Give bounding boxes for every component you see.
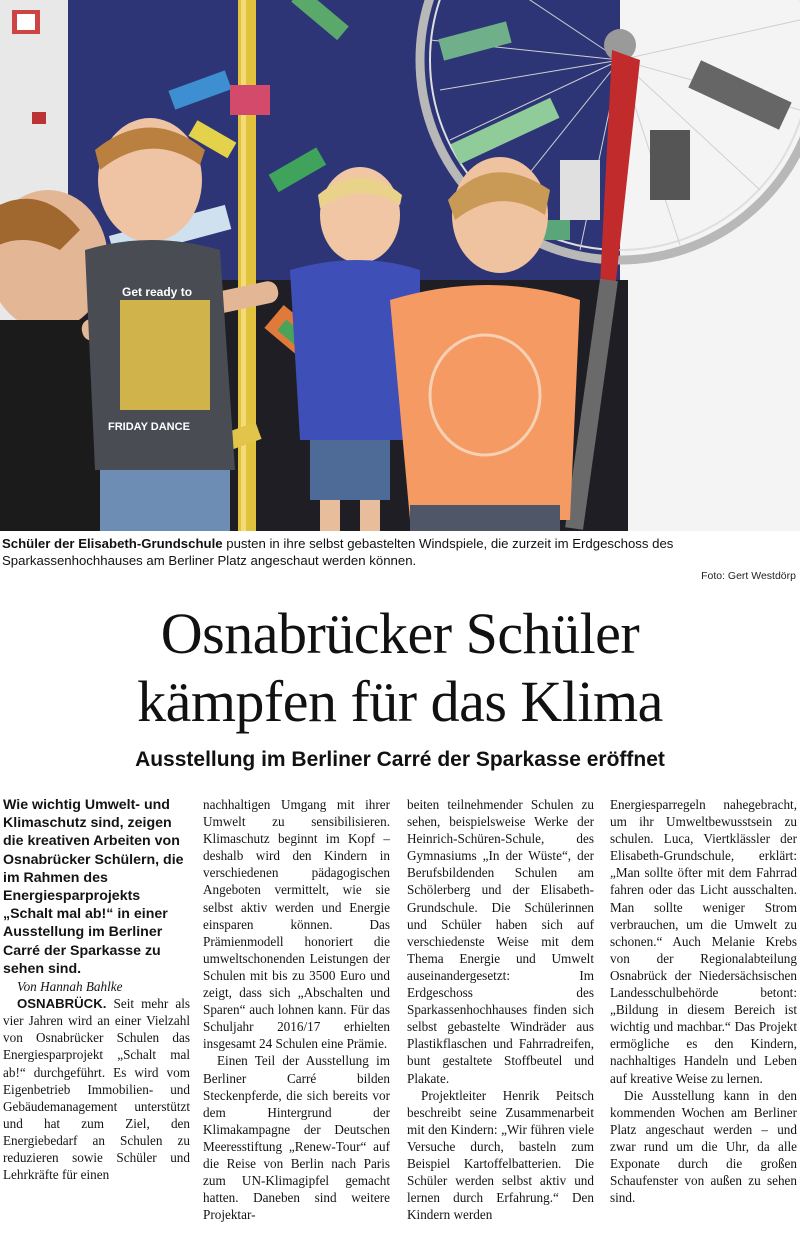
paragraph-1-text: Seit mehr als vier Jahren wird an einer Vielzahl von Osnabrücker Schulen das Energiesparprojekt „Schalt mal ab!“ durchgeführt. Es wird vom Eigenbetrieb Immobilien- und Gebäudemanagement unterstützt und hat zum Ziel, den Energiebedarf an Schulen zu reduzieren sowie Schüler und Lehrkräfte für einen [3,996,190,1183]
paragraph-2: nachhaltigen Umgang mit ihrer Umwelt zu sensibilisieren. Klimaschutz beginnt im Kopf – deshalb wird den Kindern in verschiedenen pädagogischen Angeboten vermittelt, wie sie selbst aktiv werden und Energie einsparen können. Das Prämienmodell honoriert die umweltschonenden Leistungen der Schulen mit bis zu 3500 Euro und zeigt, dass sich „Abschalten und Sparen“ auch lohnen kann. Für das Schuljahr 2016/17 erhielten insgesamt 24 Schulen eine Prämie. [203,797,390,1052]
column-3 [407,796,594,1223]
photo-caption [2,535,798,569]
paragraph-7: Die Ausstellung kann in den kommenden Wochen am Berliner Platz angeschaut werden – und zwar rund um die Uhr, da alle Exponate durch die großen Schaufenster von außen zu sehen sind. [610,1087,797,1206]
paragraph-3: Einen Teil der Ausstellung im Berliner Carré bilden Steckenpferde, die sich bereits vor dem Hintergrund der Klimakampagne der Deutschen Meeresstiftung „Renew-Tour“ auf die Reise von Berlin nach Paris zum UN-Klimagipfel gemacht hatten. Daneben sind weitere Projektar- [203,1053,390,1223]
headline-line-2: kämpfen für das Klima [137,669,663,734]
headline-line-1: Osnabrücker Schüler [160,601,640,666]
paragraph-1 [3,995,190,1183]
photo-credit: Foto: Gert Westdörp [701,570,796,582]
paragraph-6: Energiesparregeln nahegebracht, um ihr Umweltbewusstsein zu schulen. Luca, Viertklässler der Elisabeth-Grundschule, erklärt: „Man sollte öfter mit dem Fahrrad fahren oder das Licht ausschalten. Man sollte weniger Strom verbrauchen, um die Umwelt zu schonen.“ Auch Melanie Krebs von der Regionalabteilung Osnabrück der Niedersächsischen Landesschulbehörde betont: „Bildung in diesem Bereich ist wichtig und machbar.“ Das Projekt ermögliche es den Kindern, nachhaltiges Handeln und Leben auf kreative Weise zu lernen. [610,797,797,1086]
article-photo [0,0,800,531]
shirt-text: Get ready to [122,285,193,299]
column-1 [3,796,190,1183]
teaser: Wie wichtig Umwelt- und Klimaschutz sind, zeigen die kreativen Arbeiten von Osnabrücker Schülern, die im Rahmen des Energiesparprojekts „Schalt mal ab!“ in einer Ausstellung im Berliner Carré der Sparkasse zu sehen sind. [3,797,184,977]
subheadline: Ausstellung im Berliner Carré der Sparkasse eröffnet [135,748,665,771]
paragraph-5: Projektleiter Henrik Peitsch beschreibt seine Zusammenarbeit mit den Kindern: „Wir führen viele Versuche durch, basteln zum Beispiel Kartoffelbatterien. Die Schüler werden selbst aktiv und lernen durch Erfahrung.“ Den Kindern werden [407,1087,594,1223]
paragraph-4: beiten teilnehmender Schulen zu sehen, beispielsweise Werke der Heinrich-Schüren-Schule, des Gymnasiums „In der Wüste“, der Berufsbildenden Schulen am Schölerberg und der Elisabeth-Grundschule. Die Schülerinnen und Schüler haben sich auf verschiedenste Weise mit dem Thema Energie und Umwelt auseinandergesetzt: Im Erdgeschoss des Sparkassenhochhauses finden sich selbst gebastelte Windräder aus Plastikflaschen und Fahrradreifen, bunt gestaltete Stoffbeutel und Plakate. [407,797,594,1086]
shirt-text-bottom: FRIDAY DANCE [108,421,190,433]
yellow-pole [238,0,256,531]
dateline: OSNABRÜCK. [17,996,107,1012]
byline: Von Hannah Bahlke [17,979,123,995]
column-4 [610,796,797,1206]
caption-lead: Schüler der Elisabeth-Grundschule [2,536,223,551]
caption-text: pusten in ihre selbst gebastelten Windspiele, die zurzeit im Erdgeschoss des Sparkassenhochhauses am Berliner Platz angeschaut werden können. [2,536,674,568]
headline [0,600,800,736]
column-2 [203,796,390,1223]
